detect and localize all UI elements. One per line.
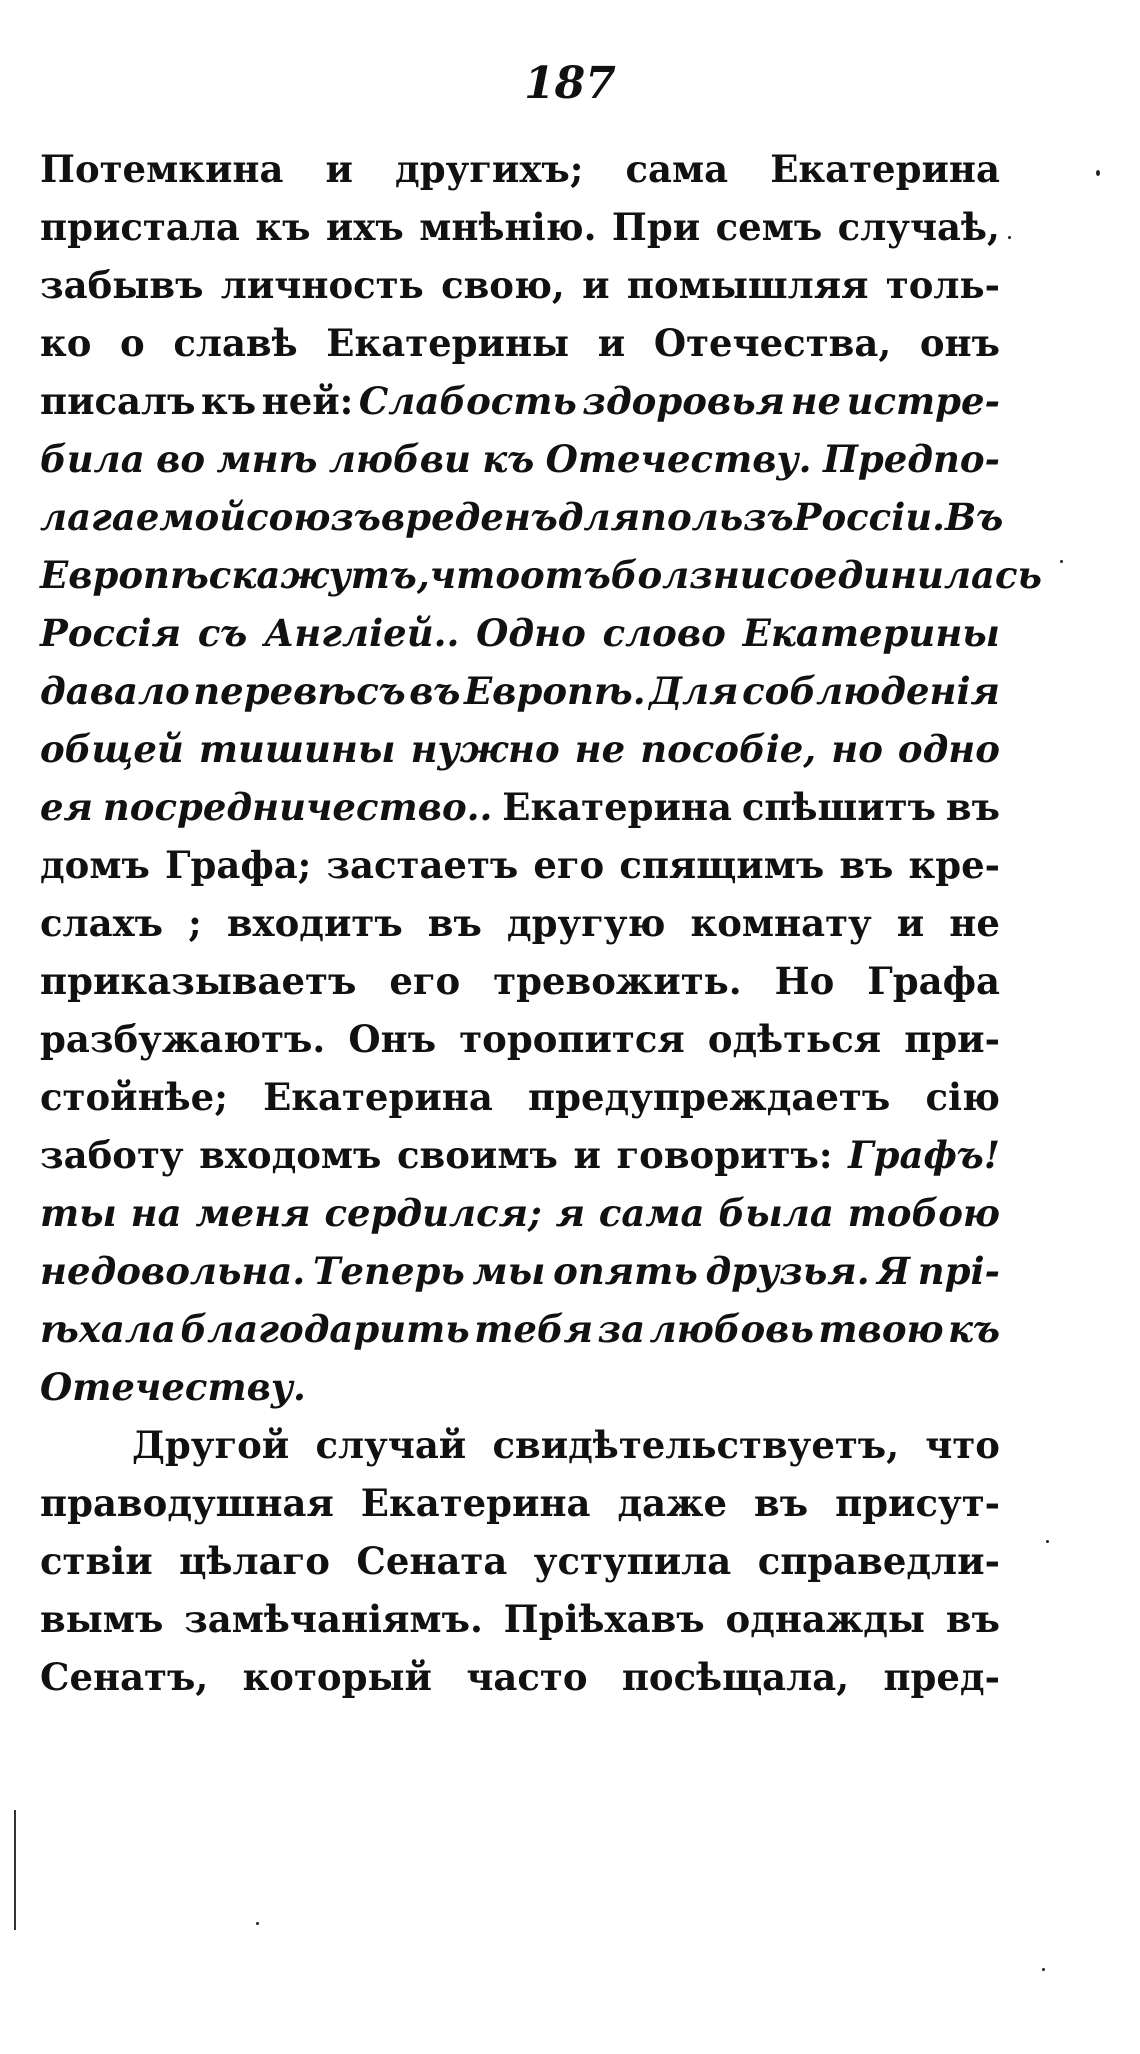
word: Другой	[132, 1423, 290, 1467]
word: Англіей..	[264, 611, 460, 655]
scan-speck	[1096, 170, 1100, 176]
word: Екатерина	[360, 1481, 591, 1525]
word: любви	[328, 437, 471, 481]
word: скажутъ,	[208, 553, 430, 597]
word: Теперь	[312, 1249, 465, 1293]
word: съ	[197, 611, 248, 655]
word: разбужаютъ.	[40, 1017, 326, 1061]
text-line	[40, 1532, 1000, 1590]
word: тревожить.	[493, 959, 742, 1003]
word: Онъ	[348, 1017, 437, 1061]
word: сію	[925, 1075, 1000, 1119]
word: однажды	[725, 1597, 926, 1641]
body-text	[40, 140, 1042, 1706]
word: что	[925, 1423, 1000, 1467]
word: во	[156, 437, 206, 481]
word: давало	[40, 669, 190, 713]
word: торопится	[459, 1017, 685, 1061]
word: ея	[40, 785, 93, 829]
word: благодарить	[180, 1307, 470, 1351]
text-line	[40, 778, 1000, 836]
scan-speck	[1046, 1540, 1049, 1543]
word: забывъ	[40, 263, 204, 307]
word: входитъ	[226, 901, 403, 945]
word: Отечеству.	[40, 1365, 306, 1409]
word: но	[831, 727, 883, 771]
word: справедли-	[757, 1539, 1000, 1583]
text-line	[40, 604, 1000, 662]
word: на	[130, 1191, 182, 1235]
word: къ	[482, 437, 535, 481]
text-line	[40, 1358, 1000, 1416]
word: помышляя	[626, 263, 869, 307]
word: Отечеству.	[545, 437, 812, 481]
word: входомъ	[199, 1133, 382, 1177]
word: тебя	[474, 1307, 594, 1351]
word: говоритъ:	[616, 1133, 833, 1177]
text-line	[40, 546, 1042, 604]
text-line	[40, 1474, 1000, 1532]
word: нужно	[410, 727, 560, 771]
word: праводушная	[40, 1481, 334, 1525]
text-line	[40, 372, 1000, 430]
text-line	[40, 1184, 1000, 1242]
word: цѣлаго	[179, 1539, 330, 1583]
word: Екатерина	[770, 147, 1000, 191]
text-line	[40, 140, 1000, 198]
word: опять	[553, 1249, 698, 1293]
word: меня	[195, 1191, 311, 1235]
word: личность	[220, 263, 424, 307]
word: своимъ	[397, 1133, 558, 1177]
word: При	[611, 205, 701, 249]
word: уступила	[533, 1539, 732, 1583]
word: Екатерина	[263, 1075, 493, 1119]
word: его	[533, 843, 605, 887]
word: Европѣ.	[463, 669, 646, 713]
word: Екатерины	[742, 611, 1000, 655]
word: союзъ	[246, 495, 381, 539]
word: недовольна.	[40, 1249, 306, 1293]
word: къ	[201, 379, 257, 423]
word: толь-	[885, 263, 1000, 307]
text-line	[40, 256, 1000, 314]
word: посредничество..	[102, 785, 493, 829]
word: перевѣсъ	[193, 669, 406, 713]
word: предупреждаетъ	[528, 1075, 891, 1119]
word: я	[555, 1191, 586, 1235]
word: мнѣ	[216, 437, 318, 481]
word: лагаемой	[40, 495, 247, 539]
word: твою	[818, 1307, 944, 1351]
word: пред-	[883, 1655, 1000, 1699]
word: и	[597, 321, 626, 365]
scan-speck	[1060, 560, 1063, 563]
word: ;	[188, 901, 202, 945]
text-line	[40, 488, 1004, 546]
word: и	[896, 901, 925, 945]
word: мы	[472, 1249, 546, 1293]
word: общей	[40, 727, 184, 771]
word: сердился;	[324, 1191, 542, 1235]
word: семъ	[715, 205, 823, 249]
word: Отечества,	[653, 321, 892, 365]
word: ней:	[261, 379, 354, 423]
word: Потемкина	[40, 147, 284, 191]
word: слово	[602, 611, 726, 655]
word: не	[574, 727, 626, 771]
word: другихъ;	[395, 147, 584, 191]
word: о	[120, 321, 145, 365]
word: тобою	[847, 1191, 1000, 1235]
word: къ	[255, 205, 311, 249]
word: ихъ	[325, 205, 404, 249]
text-line	[40, 836, 1000, 894]
word: въ	[754, 1481, 809, 1525]
word: въ	[427, 901, 482, 945]
text-line	[40, 662, 1000, 720]
word: даже	[617, 1481, 728, 1525]
word: для	[557, 495, 641, 539]
word: Россія	[40, 611, 182, 655]
word: онъ	[919, 321, 1000, 365]
text-line	[40, 952, 1000, 1010]
word: пособіе,	[640, 727, 817, 771]
word: Сенатъ,	[40, 1655, 209, 1699]
word: Но	[774, 959, 835, 1003]
word: часто	[466, 1655, 588, 1699]
word: писалъ	[40, 379, 196, 423]
word: стойнѣе;	[40, 1075, 228, 1119]
text-line	[40, 1590, 1000, 1648]
word: Европѣ	[40, 553, 209, 597]
scan-speck	[1008, 236, 1011, 239]
text-line	[40, 198, 1000, 256]
word: Предпо-	[822, 437, 1000, 481]
word: Для	[649, 669, 739, 713]
word: пользъ	[640, 495, 794, 539]
scan-speck	[256, 1922, 259, 1925]
word: слахъ	[40, 901, 164, 945]
word: соблюденія	[742, 669, 1000, 713]
word: славѣ	[173, 321, 298, 365]
word: соединилась	[766, 553, 1042, 597]
word: Въ	[945, 495, 1004, 539]
word: свою,	[441, 263, 565, 307]
word: прі-	[917, 1249, 1000, 1293]
word: посѣщала,	[621, 1655, 850, 1699]
word: Пріѣхавъ	[503, 1597, 705, 1641]
word: при-	[904, 1017, 1000, 1061]
word: вымъ	[40, 1597, 164, 1641]
word: въ	[945, 785, 1000, 829]
word: вреденъ	[380, 495, 558, 539]
word: любовь	[649, 1307, 814, 1351]
word: спящимъ	[619, 843, 825, 887]
text-line	[40, 1242, 1000, 1300]
word: Я	[877, 1249, 910, 1293]
word: другую	[506, 901, 666, 945]
word: одно	[897, 727, 1000, 771]
word: къ	[948, 1307, 1000, 1351]
scan-margin-line	[14, 1810, 16, 1930]
word: спѣшитъ	[741, 785, 936, 829]
word: мнѣнію.	[419, 205, 597, 249]
text-line	[40, 430, 1000, 488]
text-line	[40, 720, 1000, 778]
word: Екатерина	[502, 785, 732, 829]
word: и	[573, 1133, 601, 1177]
word: присут-	[835, 1481, 1000, 1525]
word: застаетъ	[326, 843, 519, 887]
word: Россіи.	[793, 495, 946, 539]
word: кре-	[908, 843, 1000, 887]
text-line	[40, 314, 1000, 372]
word: Графа	[867, 959, 1000, 1003]
word: ѣхала	[40, 1307, 176, 1351]
word: ко	[40, 321, 92, 365]
word: свидѣтельствуетъ,	[492, 1423, 900, 1467]
text-line	[40, 894, 1000, 952]
word: была	[718, 1191, 834, 1235]
word: случай	[315, 1423, 467, 1467]
word: за	[597, 1307, 646, 1351]
word: заботу	[40, 1133, 184, 1177]
word: Сената	[356, 1539, 508, 1583]
word: Слабость	[358, 379, 577, 423]
word: здоровья	[582, 379, 786, 423]
word: Графа;	[164, 843, 312, 887]
text-line	[40, 1126, 1000, 1184]
word: ствіи	[40, 1539, 153, 1583]
word: сама	[598, 1191, 705, 1235]
text-line	[40, 1416, 1000, 1474]
word: замѣчаніямъ.	[184, 1597, 483, 1641]
scan-speck	[1042, 1968, 1045, 1971]
word: друзья.	[705, 1249, 870, 1293]
word: который	[242, 1655, 432, 1699]
word: въ	[409, 669, 461, 713]
word: Одно	[476, 611, 586, 655]
word: случаѣ,	[837, 205, 1000, 249]
word: въ	[839, 843, 894, 887]
text-line	[40, 1010, 1000, 1068]
word: и	[582, 263, 610, 307]
text-line	[40, 1300, 1000, 1358]
word: Графъ!	[848, 1133, 1000, 1177]
word: въ	[945, 1597, 1000, 1641]
word: приказываетъ	[40, 959, 357, 1003]
word: отъ	[520, 553, 611, 597]
word: сама	[625, 147, 729, 191]
text-line	[40, 1648, 1000, 1706]
word: пристала	[40, 205, 240, 249]
word: его	[389, 959, 461, 1003]
word: болзни	[610, 553, 767, 597]
word: Екатерины	[326, 321, 570, 365]
word: тишины	[198, 727, 396, 771]
page-number: 187	[524, 58, 616, 109]
word: не	[949, 901, 1000, 945]
word: не	[790, 379, 842, 423]
word: что	[429, 553, 520, 597]
text-line	[40, 1068, 1000, 1126]
word: ты	[40, 1191, 117, 1235]
word: комнату	[690, 901, 872, 945]
word: истре-	[846, 379, 1000, 423]
word: била	[40, 437, 145, 481]
word: одѣться	[707, 1017, 882, 1061]
word: и	[325, 147, 353, 191]
word: домъ	[40, 843, 150, 887]
